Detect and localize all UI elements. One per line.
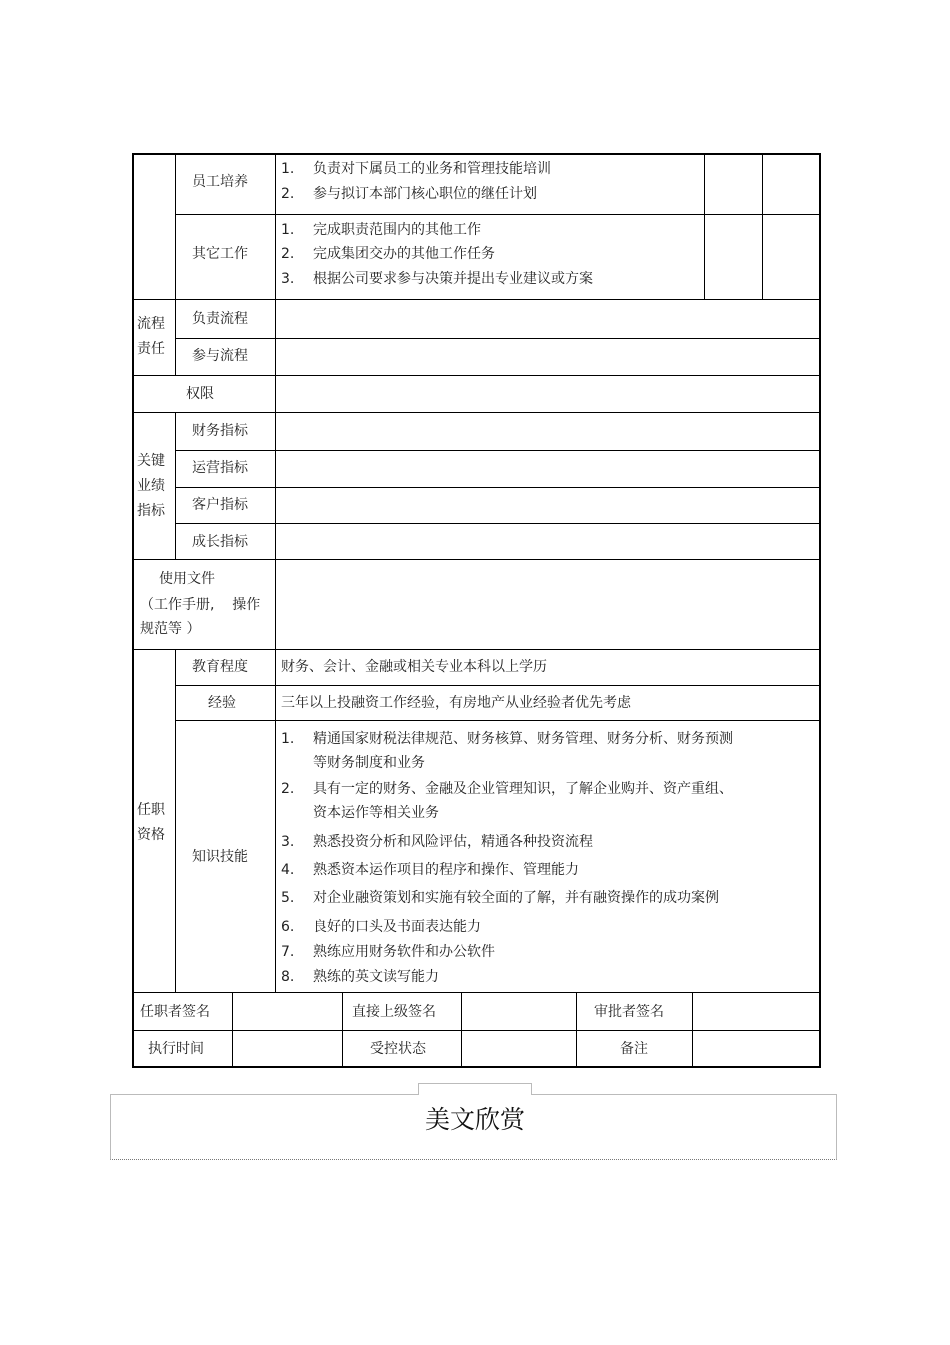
list-number: 6.	[281, 919, 295, 935]
kpi-group-label: 指标	[137, 503, 165, 519]
list-number: 3.	[281, 271, 295, 287]
list-item: 良好的口头及书面表达能力	[313, 919, 481, 935]
kpi-row-label: 运营指标	[192, 460, 248, 476]
footer-frame-tab	[418, 1083, 532, 1095]
row-divider	[175, 523, 820, 524]
approver-sign-label: 审批者签名	[594, 1004, 664, 1020]
experience-label: 经验	[208, 695, 236, 711]
list-item: 熟练的英文读写能力	[313, 969, 439, 985]
col-divider	[576, 992, 577, 1067]
list-number: 2.	[281, 246, 295, 262]
control-status-label: 受控状态	[370, 1041, 426, 1057]
kpi-row-label: 成长指标	[192, 534, 248, 550]
table-border-left	[132, 153, 134, 1068]
holder-sign-label: 任职者签名	[140, 1004, 210, 1020]
col-divider	[692, 992, 693, 1067]
list-number: 8.	[281, 969, 295, 985]
education-value: 财务、会计、金融或相关专业本科以上学历	[281, 659, 547, 675]
kpi-row-label: 财务指标	[192, 423, 248, 439]
kpi-group-label: 关键	[137, 453, 165, 469]
process-row-label: 参与流程	[192, 348, 248, 364]
row-divider	[132, 992, 820, 993]
col-divider	[175, 649, 176, 992]
list-number: 1.	[281, 731, 295, 747]
experience-value: 三年以上投融资工作经验，有房地产从业经验者优先考虑	[281, 695, 631, 711]
process-group-label: 责任	[137, 341, 165, 357]
documents-label: （工作手册, 操作	[140, 597, 261, 613]
col-divider	[704, 153, 705, 299]
row-divider	[175, 338, 820, 339]
list-item: 负责对下属员工的业务和管理技能培训	[313, 161, 551, 177]
education-label: 教育程度	[192, 659, 248, 675]
supervisor-sign-label: 直接上级签名	[352, 1004, 436, 1020]
list-number: 2.	[281, 781, 295, 797]
documents-label: 规范等 ）	[140, 621, 201, 637]
staff-development-label: 员工培养	[192, 174, 248, 190]
footer-title: 美文欣赏	[424, 1105, 525, 1134]
list-item-continuation: 资本运作等相关业务	[313, 805, 439, 821]
process-group-label: 流程	[137, 316, 165, 332]
table-border-right	[819, 153, 821, 1068]
list-number: 1.	[281, 161, 295, 177]
kpi-row-label: 客户指标	[192, 497, 248, 513]
list-item: 具有一定的财务、金融及企业管理知识，了解企业购并、资产重组、	[313, 781, 733, 797]
remarks-label: 备注	[620, 1041, 648, 1057]
row-divider	[132, 299, 820, 300]
skills-label: 知识技能	[192, 849, 248, 865]
col-divider	[461, 992, 462, 1067]
kpi-group-label: 业绩	[137, 478, 165, 494]
col-divider	[175, 412, 176, 559]
row-divider	[175, 214, 820, 215]
list-number: 7.	[281, 944, 295, 960]
list-item: 参与拟订本部门核心职位的继任计划	[313, 186, 537, 202]
list-item: 对企业融资策划和实施有较全面的了解，并有融资操作的成功案例	[313, 890, 719, 906]
process-row-label: 负责流程	[192, 311, 248, 327]
list-item: 精通国家财税法律规范、财务核算、财务管理、财务分析、财务预测	[313, 731, 733, 747]
effective-date-label: 执行时间	[148, 1041, 204, 1057]
list-item: 熟悉投资分析和风险评估，精通各种投资流程	[313, 834, 593, 850]
list-number: 4.	[281, 862, 295, 878]
table-border-bottom	[132, 1066, 820, 1068]
row-divider	[132, 412, 820, 413]
row-divider	[175, 720, 820, 721]
list-item: 熟悉资本运作项目的程序和操作、管理能力	[313, 862, 579, 878]
row-divider	[175, 450, 820, 451]
authority-label: 权限	[186, 386, 214, 402]
list-item: 完成集团交办的其他工作任务	[313, 246, 495, 262]
row-divider	[175, 685, 820, 686]
list-item: 熟练应用财务软件和办公软件	[313, 944, 495, 960]
row-divider	[132, 559, 820, 560]
qualification-group-label: 资格	[137, 827, 165, 843]
col-divider	[342, 992, 343, 1067]
list-item: 完成职责范围内的其他工作	[313, 222, 481, 238]
list-number: 2.	[281, 186, 295, 202]
list-number: 1.	[281, 222, 295, 238]
documents-label: 使用文件	[159, 571, 215, 587]
row-divider	[132, 1030, 820, 1031]
row-divider	[175, 487, 820, 488]
col-divider	[175, 153, 176, 375]
row-divider	[132, 375, 820, 376]
list-item-continuation: 等财务制度和业务	[313, 755, 425, 771]
list-number: 5.	[281, 890, 295, 906]
list-item: 根据公司要求参与决策并提出专业建议或方案	[313, 271, 593, 287]
list-number: 3.	[281, 834, 295, 850]
col-divider	[762, 153, 763, 299]
col-divider	[275, 153, 276, 992]
table-border-top	[132, 153, 820, 155]
row-divider	[132, 649, 820, 650]
col-divider	[232, 992, 233, 1067]
qualification-group-label: 任职	[137, 802, 165, 818]
other-work-label: 其它工作	[192, 246, 248, 262]
